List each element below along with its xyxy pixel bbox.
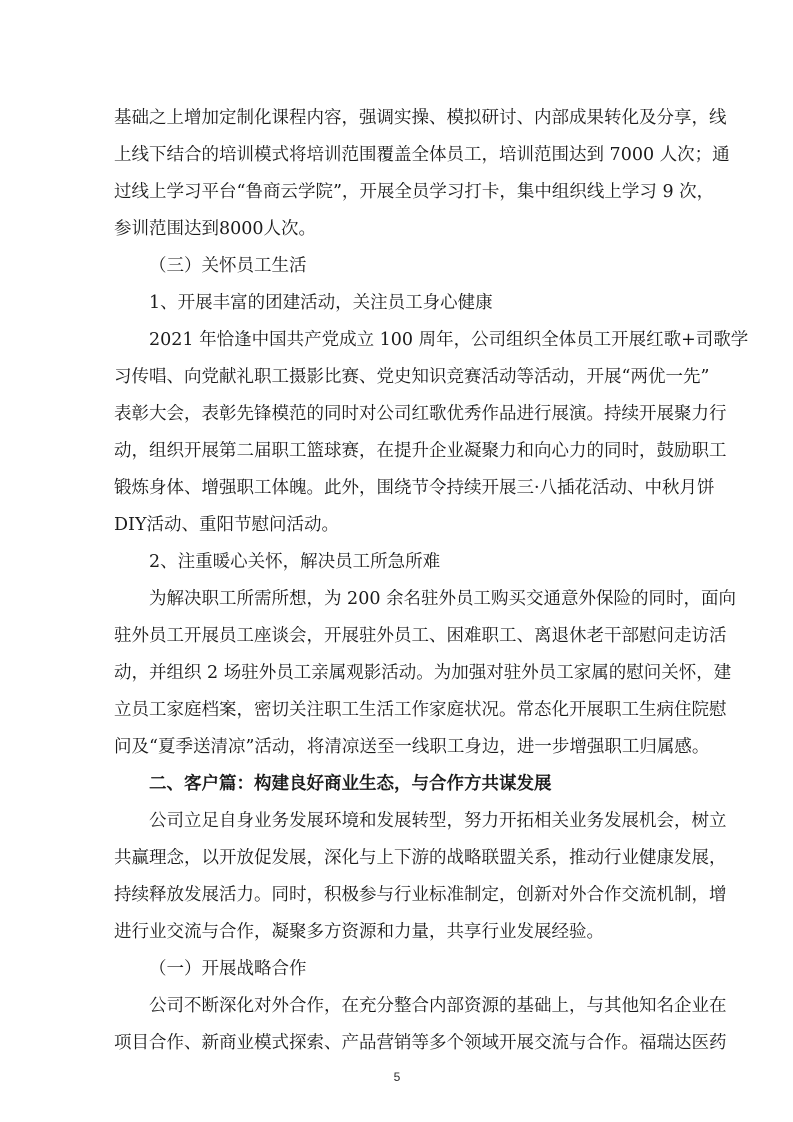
paragraph-team-activities-line: 动，组织开展第二届职工篮球赛，在提升企业凝聚力和向心力的同时，鼓励职工 — [114, 441, 727, 461]
paragraph-training-line: 参训范围达到8000人次。 — [114, 219, 317, 239]
paragraph-customers-line: 公司立足自身业务发展环境和发展转型，努力开拓相关业务发展机会，树立 — [149, 811, 727, 831]
paragraph-warm-care-line: 问及“夏季送清凉”活动，将清凉送至一线职工身边，进一步增强职工归属感。 — [114, 737, 710, 757]
paragraph-team-activities-line: 锻炼身体、增强职工体魄。此外，围绕节令持续开展三·八插花活动、中秋月饼 — [114, 478, 715, 498]
paragraph-training-line: 基础之上增加定制化课程内容，强调实操、模拟研讨、内部成果转化及分享，线 — [114, 108, 727, 128]
section-title-customers: 二、客户篇：构建良好商业生态，与合作方共谋发展 — [149, 774, 552, 794]
paragraph-customers-line: 进行业交流与合作，凝聚多方资源和力量，共享行业发展经验。 — [114, 922, 604, 942]
paragraph-customers-line: 持续释放发展活力。同时，积极参与行业标准制定，创新对外合作交流机制，增 — [114, 885, 727, 905]
paragraph-team-activities-line: 2021 年恰逢中国共产党成立 100 周年，公司组织全体员工开展红歌+司歌学 — [149, 330, 749, 350]
paragraph-training-line: 上线下结合的培训模式将培训范围覆盖全体员工，培训范围达到 7000 人次；通 — [114, 145, 730, 165]
paragraph-warm-care-line: 立员工家庭档案，密切关注职工生活工作家庭状况。常态化开展职工生病住院慰 — [114, 700, 727, 720]
subheading-warm-care: 2、注重暖心关怀，解决员工所急所难 — [149, 552, 441, 572]
subheading-strategic-cooperation: （一）开展战略合作 — [149, 959, 307, 979]
paragraph-cooperation-line: 公司不断深化对外合作，在充分整合内部资源的基础上，与其他知名企业在 — [149, 996, 727, 1016]
paragraph-customers-line: 共赢理念，以开放促发展，深化与上下游的战略联盟关系，推动行业健康发展， — [114, 848, 727, 868]
paragraph-team-activities-line: 习传唱、向党献礼职工摄影比赛、党史知识竞赛活动等活动，开展“两优一先” — [114, 367, 710, 387]
paragraph-warm-care-line: 为解决职工所需所想，为 200 余名驻外员工购买交通意外保险的同时，面向 — [149, 589, 737, 609]
paragraph-team-activities-line: DIY活动、重阳节慰问活动。 — [114, 515, 339, 535]
paragraph-cooperation-line: 项目合作、新商业模式探索、产品营销等多个领域开展交流与合作。福瑞达医药 — [114, 1033, 727, 1053]
paragraph-warm-care-line: 驻外员工开展员工座谈会，开展驻外员工、困难职工、离退休老干部慰问走访活 — [114, 626, 727, 646]
paragraph-training-line: 过线上学习平台“鲁商云学院”，开展全员学习打卡，集中组织线上学习 9 次， — [114, 182, 715, 202]
subheading-care-for-employees: （三）关怀员工生活 — [149, 256, 307, 276]
paragraph-team-activities-line: 表彰大会，表彰先锋模范的同时对公司红歌优秀作品进行展演。持续开展聚力行 — [114, 404, 727, 424]
subheading-team-activities: 1、开展丰富的团建活动，关注员工身心健康 — [149, 293, 493, 313]
page-number: 5 — [393, 1070, 401, 1084]
paragraph-warm-care-line: 动，并组织 2 场驻外员工亲属观影活动。为加强对驻外员工家属的慰问关怀，建 — [114, 663, 732, 683]
